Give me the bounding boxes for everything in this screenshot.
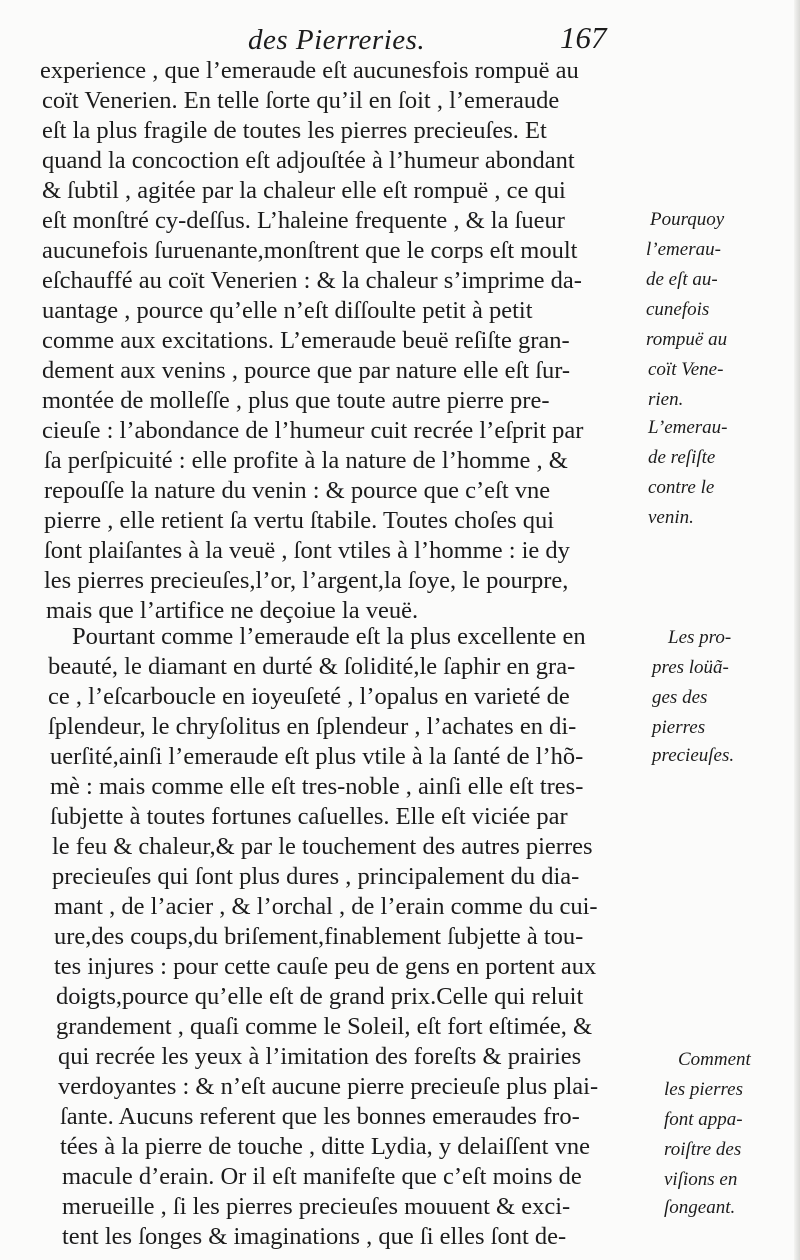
page-number: 167 (560, 20, 607, 55)
text-line: les pierres precieuſes,l’or, l’argent,la ſoye, le pourpre, (44, 567, 569, 594)
text-line: doigts,pource qu’elle eſt de grand prix.Celle qui reluit (56, 983, 584, 1010)
text-line: repouſſe la nature du venin : & pource que c’eſt vne (44, 477, 551, 504)
text-line: qui recrée les yeux à l’imitation des foreſts & prairies (58, 1043, 582, 1070)
text-line: ce , l’eſcarboucle en ioyeuſeté , l’opalus en varieté de (48, 683, 570, 710)
margin-note-line: cunefois (646, 299, 710, 320)
running-title: des Pierreries. (248, 24, 426, 56)
margin-note-line: viſions en (664, 1169, 738, 1190)
text-line: ſont plaiſantes à la veuë , ſont vtiles à l’homme : ie dy (44, 537, 570, 564)
text-line: mant , de l’acier , & l’orchal , de l’erain comme du cui- (54, 893, 598, 920)
margin-note-line: de eſt au- (646, 269, 718, 290)
text-line: macule d’erain. Or il eſt manifeſte que c’eſt moins de (62, 1163, 582, 1190)
text-line: ſplendeur, le chryſolitus en ſplendeur , l’achates en di- (48, 713, 577, 740)
margin-note-line: les pierres (664, 1079, 743, 1100)
text-line: Pourtant comme l’emeraude eſt la plus excellente en (72, 623, 586, 650)
margin-note-line: venin. (648, 507, 694, 528)
text-line: ſubjette à toutes fortunes caſuelles. Elle eſt viciée par (50, 803, 568, 830)
text-line: uantage , pource qu’elle n’eſt diſſoulte petit à petit (42, 297, 533, 324)
text-line: merueille , ſi les pierres precieuſes mouuent & exci- (62, 1193, 571, 1220)
page-edge-shadow (794, 0, 800, 1260)
margin-note-line: rompuë au (646, 329, 728, 350)
text-line: montée de molleſſe , plus que toute autre pierre pre- (42, 387, 550, 414)
margin-note-line: Comment (678, 1049, 751, 1070)
text-line: ſa perſpicuité : elle profite à la nature de l’homme , & (44, 447, 568, 474)
margin-note-line: font appa- (664, 1109, 743, 1130)
margin-note-line: ges des (652, 687, 708, 708)
text-line: le feu & chaleur,& par le touchement des autres pierres (52, 833, 593, 860)
text-line: mè : mais comme elle eſt tres-noble , ainſi elle eſt tres- (50, 773, 584, 800)
text-line: tent les ſonges & imaginations , que ſi elles ſont de- (62, 1223, 567, 1250)
text-line: grandement , quaſi comme le Soleil, eſt fort eſtimée, & (56, 1013, 593, 1040)
text-line: ure,des coups,du briſement,finablement ſubjette à tou- (54, 923, 584, 950)
margin-note-line: roiſtre des (664, 1139, 742, 1160)
margin-note-line: contre le (648, 477, 715, 498)
margin-note-line: Pourquoy (650, 209, 725, 230)
text-line: precieuſes qui ſont plus dures , principalement du dia- (52, 863, 580, 890)
margin-note-line: rien. (648, 389, 684, 410)
page-header (0, 20, 800, 60)
margin-note-line: ſongeant. (664, 1197, 736, 1218)
text-line: eſt la plus fragile de toutes les pierres precieuſes. Et (42, 117, 547, 144)
text-line: uerſité,ainſi l’emeraude eſt plus vtile à la ſanté de l’hõ- (50, 743, 584, 770)
text-line: ſante. Aucuns referent que les bonnes emeraudes fro- (60, 1103, 580, 1130)
text-line: coït Venerien. En telle ſorte qu’il en ſoit , l’emeraude (42, 87, 560, 114)
text-line: experience , que l’emeraude eſt aucunesfois rompuë au (40, 57, 579, 84)
text-line: mais que l’artifice ne deçoiue la veuë. (46, 597, 419, 624)
text-line: pierre , elle retient ſa vertu ſtabile. Toutes choſes qui (44, 507, 555, 534)
text-line: beauté, le diamant en durté & ſolidité,le ſaphir en gra- (48, 653, 576, 680)
text-line: verdoyantes : & n’eſt aucune pierre precieuſe plus plai- (58, 1073, 599, 1100)
text-line: dement aux venins , pource que par nature elle eſt ſur- (42, 357, 571, 384)
text-line: quand la concoction eſt adjouſtée à l’humeur abondant (42, 147, 575, 174)
margin-note-line: pierres (652, 717, 706, 738)
text-line: tes injures : pour cette cauſe peu de gens en portent aux (54, 953, 597, 980)
margin-note-line: precieuſes. (652, 745, 735, 766)
margin-note-line: pres loüã- (652, 657, 729, 678)
margin-note-line: coït Vene- (648, 359, 724, 380)
text-line: tées à la pierre de touche , ditte Lydia, y delaiſſent vne (60, 1133, 590, 1160)
text-line: cieuſe : l’abondance de l’humeur cuit recrée l’eſprit par (42, 417, 584, 444)
margin-note-line: l’emerau- (646, 239, 721, 260)
text-line: & ſubtil , agitée par la chaleur elle eſt rompuë , ce qui (42, 177, 566, 204)
margin-note-line: de reſiſte (648, 447, 716, 468)
text-line: aucunefois ſuruenante,monſtrent que le corps eſt moult (42, 237, 578, 264)
text-line: eſt monſtré cy-deſſus. L’haleine frequente , & la ſueur (42, 207, 565, 234)
text-line: comme aux excitations. L’emeraude beuë reſiſte gran- (42, 327, 570, 354)
text-line: eſchauffé au coït Venerien : & la chaleur s’imprime da- (42, 267, 582, 294)
margin-note-line: L’emerau- (648, 417, 728, 438)
margin-note-line: Les pro- (668, 627, 732, 648)
